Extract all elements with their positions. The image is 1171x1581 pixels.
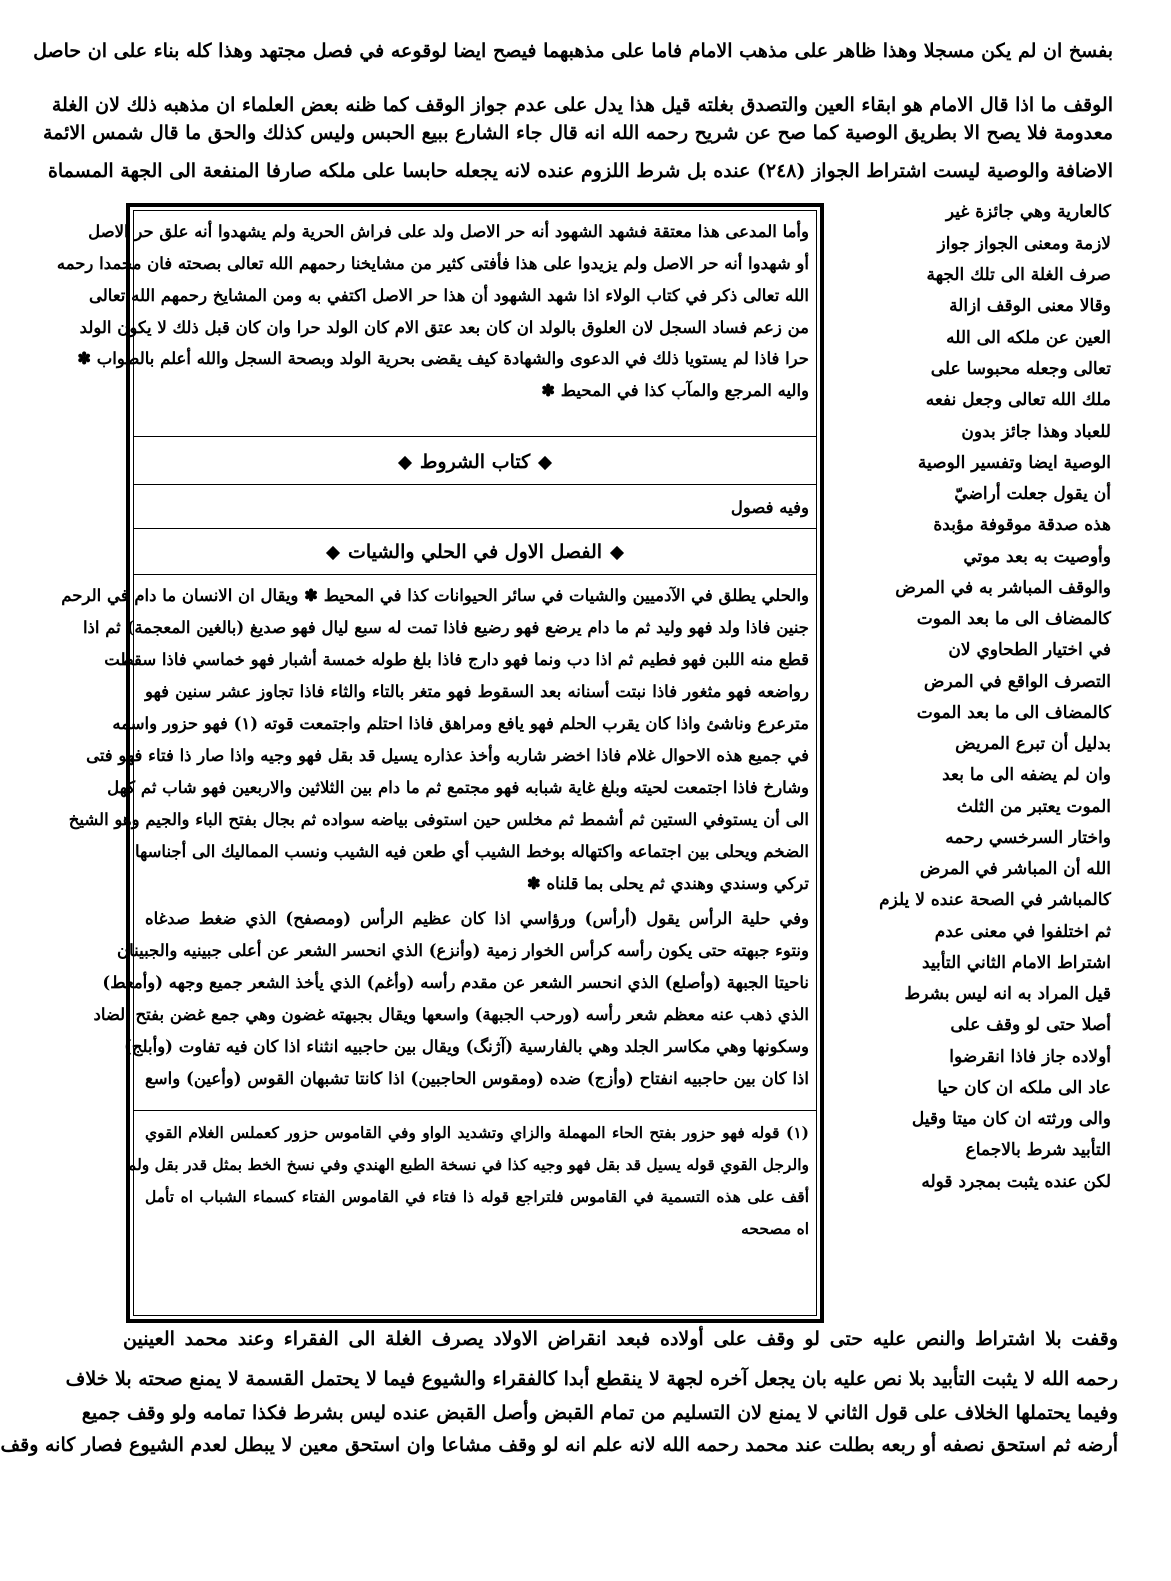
side-line: كالمضاف الى ما بعد الموت xyxy=(916,703,1111,723)
footnote-line: (١) قوله فهو حزور بفتح الحاء المهملة والزاي وتشديد الواو وفي القاموس حزور كعملس الغلام القوي xyxy=(145,1123,809,1142)
side-line: أولاده جاز فاذا انقرضوا xyxy=(949,1047,1111,1067)
main-line: والحلي يطلق في الآدميين والشيات في سائر الحيوانات كذا في المحيط ✽ ويقال ان الانسان ما دام في الرحم xyxy=(61,586,809,605)
top-text-line-4: الاضافة والوصية ليست اشتراط الجواز (٢٤٨) عنده بل شرط اللزوم عنده لانه يجعله حابسا على ملكه صارفا المنفعة الى الجهة المسماة xyxy=(47,160,1113,182)
book-title: كتاب الشروط xyxy=(419,451,531,473)
main-line: جنين فاذا ولد فهو وليد ثم ما دام يرضع فهو رضيع فاذا تمت له سبع ليال فهو صديغ (بالغين المعجمة) ثم اذا xyxy=(82,618,809,637)
footnote-divider xyxy=(134,1110,816,1111)
bottom-text-line-1: وقفت بلا اشتراط والنص عليه حتى لو وقف على أولاده فبعد انقراض الاولاد يصرف الغلة الى الفقراء وعند محمد العينين xyxy=(123,1328,1118,1350)
footnote-line: والرجل القوي قوله يسيل قد بقل فهو وجيه كذا في نسخة الطبع الهندي وفي نسخ الخط بمثل قدر بقل ولم xyxy=(126,1155,809,1174)
main-line: اذا كان بين حاجبيه انفتاح (وأزج) ضده (ومقوس الحاجبين) اذا كانتا تشبهان القوس (وأعين) واسع xyxy=(145,1069,809,1088)
side-line: وان لم يضفه الى ما بعد xyxy=(942,765,1111,785)
side-line: الوصية ايضا وتفسير الوصية xyxy=(917,453,1111,473)
main-line: وشارخ فاذا اجتمعت لحيته وبلغ غاية شبابه فهو مجتمع ثم ما دام بين الثلاثين والاربعين فهو شاب ثم كهل xyxy=(107,778,809,797)
side-line: للعباد وهذا جائز بدون xyxy=(961,422,1111,442)
main-line: ونتوء جبهته حتى يكون رأسه كرأس الخوار زمية (وأنزع) الذي انحسر الشعر عن أعلى جبينيه والجبينان xyxy=(116,941,809,960)
side-line: التصرف الواقع في المرض xyxy=(923,672,1111,692)
main-line: وفي حلية الرأس يقول (أرأس) ورؤاسي اذا كان عظيم الرأس (ومصفح) الذي ضغط صدغاه xyxy=(145,909,809,928)
top-text-line-1: بفسخ ان لم يكن مسجلا وهذا ظاهر على مذهب الامام فاما على مذهبهما فيصح ايضا لوقوعه في فصل مجتهد وهذا كله بناء على ان حاصل xyxy=(33,40,1113,62)
main-line: الى أن يستوفي الستين ثم أشمط ثم مخلس حين استوفى بياضه سواده ثم بجال بفتح الباء والجيم وهو الشيخ xyxy=(68,810,809,829)
book-subtitle: وفيه فصول xyxy=(730,498,809,517)
chapter-heading xyxy=(134,534,816,570)
side-line: كالعارية وهي جائزة غير xyxy=(945,202,1111,222)
side-line: وقالا معنى الوقف ازالة xyxy=(949,296,1111,316)
main-line: من زعم فساد السجل لان العلوق بالولد ان كان بعد عتق الام كان الولد حرا وان كان قبل ذلك لا يكون الولد xyxy=(79,318,809,337)
side-line: في اختيار الطحاوي لان xyxy=(948,640,1111,660)
side-line: هذه صدقة موقوفة مؤبدة xyxy=(933,515,1111,535)
side-line: لازمة ومعنى الجواز جواز xyxy=(937,234,1111,254)
chapter-title: الفصل الاول في الحلي والشيات xyxy=(347,541,603,563)
side-line: الله أن المباشر في المرض xyxy=(919,859,1111,879)
main-line: تركي وسندي وهندي ثم يحلى بما قلناه ✽ xyxy=(526,874,809,893)
side-line: كالمضاف الى ما بعد الموت xyxy=(916,609,1111,629)
side-line: وأوصيت به بعد موتي xyxy=(963,547,1111,567)
side-line: واختار السرخسي رحمه xyxy=(945,828,1111,848)
main-line: ناحيتا الجبهة (وأصلع) الذي انحسر الشعر عن مقدم رأسه (وأغم) الذي يأخذ الشعر جميع وجهه (وأمعط) xyxy=(102,973,809,992)
bottom-text-line-2: رحمه الله لا يثبت التأبيد بلا نص عليه بان يجعل آخره لجهة لا ينقطع أبدا كالفقراء والشيوع فيما لا يحتمل القسمة لا يمنع صحته بلا خلاف xyxy=(65,1368,1118,1390)
ornament-icon xyxy=(326,546,340,560)
book-title-heading xyxy=(134,444,816,480)
footnote-line: اه مصححه xyxy=(741,1219,809,1238)
side-line: كالمباشر في الصحة عنده لا يلزم xyxy=(879,890,1111,910)
side-line: ملك الله تعالى وجعل نفعه xyxy=(925,390,1111,410)
main-line: قطع منه اللبن فهو فطيم ثم اذا دب ونما فهو دارج فاذا بلغ طوله خمسة أشبار فهو خماسي فاذا سقطت xyxy=(104,650,809,669)
side-line: لكن عنده يثبت بمجرد قوله xyxy=(921,1172,1111,1192)
side-line: أن يقول جعلت أراضيّ xyxy=(954,484,1111,504)
main-line: رواضعه فهو مثغور فاذا نبتت أسنانه بعد السقوط فهو متغر بالتاء والثاء فاذا تجاوز عشر سنين فهو xyxy=(145,682,809,701)
main-line: حرا فاذا لم يستويا ذلك في الدعوى والشهادة كيف يقضى بحرية الولد وبصحة السجل والله أعلم بالصواب ✽ xyxy=(77,349,809,368)
side-line: قيل المراد به انه ليس بشرط xyxy=(904,984,1111,1004)
main-line: الذي ذهب عنه معظم شعر رأسه (ورحب الجبهة) واسعها ويقال بجبهته غضون وهي جمع غضن بفتح الضاد xyxy=(93,1005,809,1024)
side-line: العين عن ملكه الى الله xyxy=(946,328,1111,348)
footnote-line: أقف على هذه التسمية في القاموس فلتراجع قوله ذا فتاء في القاموس الفتاء كسماء الشباب اه تأمل xyxy=(145,1187,809,1206)
ornament-icon xyxy=(538,456,552,470)
divider xyxy=(134,436,816,437)
side-line: صرف الغلة الى تلك الجهة xyxy=(926,265,1111,285)
main-line: الضخم ويحلى بين اجتماعه واكتهاله بوخط الشيب أي طعن فيه الشيب ونسب المماليك الى أجناسها xyxy=(134,842,809,861)
side-line: أصلا حتى لو وقف على xyxy=(950,1015,1111,1035)
side-line: الموت يعتبر من الثلث xyxy=(956,797,1111,817)
bottom-text-line-3: وفيما يحتملها الخلاف على قول الثاني لا يمنع لان التسليم من تمام القبض وأصل القبض عنده ليس بشرط فكذا تمامه ولو وقف جميع xyxy=(81,1402,1118,1424)
main-line: وأما المدعى هذا معتقة فشهد الشهود أنه حر الاصل ولد على فراش الحرية ولم يشهدوا أنه علق حر الاصل xyxy=(88,222,809,241)
ornament-icon xyxy=(398,456,412,470)
side-line: التأبيد شرط بالاجماع xyxy=(965,1140,1111,1160)
main-line: أو شهدوا أنه حر الاصل ولم يزيدوا على هذا فأفتى كثير من مشايخنا رحمهم الله تعالى بصحته فان محمدا رحمه xyxy=(56,254,809,273)
main-line: وسكونها وهي مكاسر الجلد وهي بالفارسية (آژنگ) ويقال بين حاجبيه انثناء اذا كان فيه تفاوت (وأبلج) xyxy=(124,1037,809,1056)
main-line: مترعرع وناشئ واذا كان يقرب الحلم فهو يافع ومراهق فاذا احتلم واجتمعت قوته (١) فهو حزور واسمه xyxy=(112,714,809,733)
divider xyxy=(134,574,816,575)
divider xyxy=(134,484,816,485)
side-line: والوقف المباشر به في المرض xyxy=(895,578,1111,598)
ornament-icon xyxy=(610,546,624,560)
side-line: عاد الى ملكه ان كان حيا xyxy=(937,1078,1111,1098)
side-line: بدليل أن تبرع المريض xyxy=(955,734,1111,754)
side-line: اشتراط الامام الثاني التأبيد xyxy=(921,953,1111,973)
main-line: الله تعالى ذكر في كتاب الولاء اذا شهد الشهود أن هذا حر الاصل اكتفي به ومن المشايخ رحمهم الله تعالى xyxy=(89,286,809,305)
main-line: في جميع هذه الاحوال غلام فاذا اخضر شاربه وأخذ عذاره يسيل قد بقل فهو وجيه واذا صار ذا فتاء فهو فتى xyxy=(86,746,809,765)
bottom-text-line-4: أرضه ثم استحق نصفه أو ربعه بطلت عند محمد رحمه الله لانه علم انه لو وقف مشاعا وان استحق معين لا يبطل لعدم الشيوع فصار كانه وقف xyxy=(0,1434,1118,1456)
main-line: واليه المرجع والمآب كذا في المحيط ✽ xyxy=(541,381,809,400)
side-line: تعالى وجعله محبوسا على xyxy=(930,359,1111,379)
divider xyxy=(134,528,816,529)
top-text-line-2: الوقف ما اذا قال الامام هو ابقاء العين والتصدق بغلته قيل هذا يدل على عدم جواز الوقف كما ظنه بعض العلماء ان مذهبه ذلك لان الغلة xyxy=(51,94,1113,116)
side-line: والى ورثته ان كان ميتا وقيل xyxy=(911,1109,1111,1129)
side-line: ثم اختلفوا في معنى عدم xyxy=(934,922,1111,942)
top-text-line-3: معدومة فلا يصح الا بطريق الوصية كما صح عن شريح رحمه الله انه قال جاء الشارع ببيع الحبس وليس كذلك والحق ما قال شمس الائمة xyxy=(42,122,1113,144)
